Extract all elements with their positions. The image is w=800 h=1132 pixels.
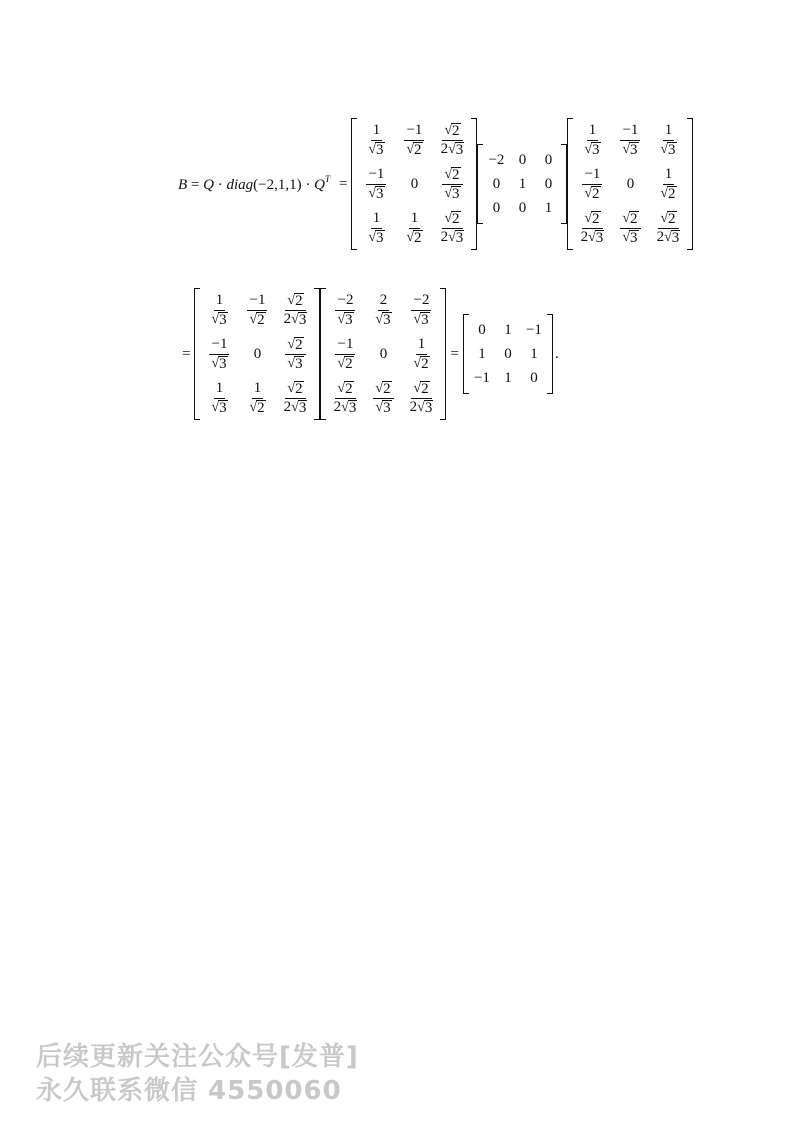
matrix-entry xyxy=(649,118,687,162)
fraction xyxy=(404,123,424,158)
matrix-entry xyxy=(433,118,471,162)
matrix-entry xyxy=(433,206,471,250)
matrix-entry xyxy=(326,332,364,376)
matrix-entry: 1 xyxy=(530,345,538,362)
denominator: 2 √ 3 xyxy=(440,141,464,158)
numerator: −1 xyxy=(335,337,355,355)
denominator: √ 3 xyxy=(211,355,227,372)
fraction xyxy=(332,381,360,416)
denominator: √ 3 xyxy=(584,141,600,158)
matrix-entry xyxy=(357,206,395,250)
denominator: √ 2 xyxy=(413,355,429,372)
matrix-row xyxy=(357,206,471,250)
numerator: 1 xyxy=(214,381,226,399)
denominator: √ 3 xyxy=(622,141,638,158)
matrix-row xyxy=(357,162,471,206)
fraction xyxy=(247,381,267,416)
denominator: √ 3 xyxy=(413,311,429,328)
matrix-row xyxy=(483,148,561,172)
matrix-entry xyxy=(200,376,238,420)
fraction xyxy=(439,211,467,246)
matrix-entry xyxy=(238,376,276,420)
fraction xyxy=(209,381,229,416)
matrix-q xyxy=(194,288,320,420)
numerator: 1 xyxy=(663,167,675,185)
matrix-entry xyxy=(238,288,276,332)
numerator: √ 2 xyxy=(285,293,305,311)
matrix-q xyxy=(351,118,477,250)
numerator: −2 xyxy=(335,293,355,311)
numerator: √ 2 xyxy=(442,167,462,185)
denominator: √ 3 xyxy=(211,311,227,328)
numerator: √ 2 xyxy=(411,381,431,399)
matrix-entry: 0 xyxy=(544,151,553,168)
matrix-row xyxy=(326,376,440,420)
numerator: −1 xyxy=(209,337,229,355)
numerator: 1 xyxy=(252,381,264,399)
matrix-row xyxy=(573,162,687,206)
matrix-row xyxy=(483,196,561,220)
matrix-row xyxy=(469,366,547,390)
numerator: √ 2 xyxy=(620,211,640,229)
matrix-entry: 1 xyxy=(504,321,512,338)
fraction xyxy=(335,337,355,372)
matrix-row xyxy=(200,332,314,376)
matrix-entry: 1 xyxy=(478,345,486,362)
numerator: −2 xyxy=(411,293,431,311)
matrix-entry xyxy=(364,376,402,420)
denominator: √ 3 xyxy=(337,311,353,328)
symbol-b: B xyxy=(178,177,188,193)
matrix-entry: 0 xyxy=(379,345,388,362)
numerator: 1 xyxy=(416,337,428,355)
equals-sign: = xyxy=(182,345,191,362)
matrix-entry xyxy=(402,376,440,420)
numerator: √ 2 xyxy=(285,381,305,399)
matrix-row xyxy=(469,342,547,366)
denominator: √ 2 xyxy=(406,141,422,158)
watermark-line-2: 永久联系微信 4550060 xyxy=(36,1076,342,1106)
numerator: √ 2 xyxy=(335,381,355,399)
matrix-diag-times-qt xyxy=(320,288,446,420)
denominator: √ 3 xyxy=(660,141,676,158)
denominator: √ 3 xyxy=(368,229,384,246)
equals-sign: = xyxy=(187,177,204,193)
matrix-row xyxy=(573,206,687,250)
matrix-entry: 0 xyxy=(492,199,501,216)
matrix-entry xyxy=(402,332,440,376)
matrix-entry: 0 xyxy=(504,345,512,362)
fraction xyxy=(655,211,683,246)
denominator: √ 3 xyxy=(622,229,638,246)
denominator: 2 √ 3 xyxy=(409,399,433,416)
matrix-row xyxy=(326,288,440,332)
matrix-entry xyxy=(326,376,364,420)
numerator: √ 2 xyxy=(658,211,678,229)
transpose-superscript: T xyxy=(324,174,330,184)
matrix-b-result xyxy=(463,314,553,394)
matrix-entry xyxy=(649,206,687,250)
fraction xyxy=(209,337,229,372)
fraction xyxy=(373,293,393,328)
diag-arguments: (−2,1,1) xyxy=(253,177,302,193)
denominator: √ 3 xyxy=(211,399,227,416)
matrix-entry xyxy=(573,162,611,206)
fraction xyxy=(658,123,678,158)
matrix-row xyxy=(469,318,547,342)
symbol-q: Q xyxy=(203,177,214,193)
matrix-grid xyxy=(326,288,440,420)
matrix-grid xyxy=(573,118,687,250)
matrix-row xyxy=(200,376,314,420)
numerator: 1 xyxy=(214,293,226,311)
matrix-entry xyxy=(276,332,314,376)
denominator: √ 3 xyxy=(375,311,391,328)
matrix-entry xyxy=(649,162,687,206)
fraction xyxy=(579,211,607,246)
fraction xyxy=(335,293,355,328)
matrix-entry: 0 xyxy=(518,151,527,168)
matrix-entry: 1 xyxy=(504,369,512,386)
matrix-grid xyxy=(357,118,471,250)
numerator: √ 2 xyxy=(582,211,602,229)
matrix-entry: 0 xyxy=(478,321,486,338)
fraction xyxy=(209,293,229,328)
matrix-entry xyxy=(573,118,611,162)
equation-lhs xyxy=(178,174,330,194)
matrix-entry xyxy=(395,206,433,250)
matrix-entry xyxy=(611,206,649,250)
fraction xyxy=(282,293,310,328)
matrix-row xyxy=(573,118,687,162)
matrix-entry xyxy=(402,288,440,332)
matrix-entry xyxy=(364,288,402,332)
fraction xyxy=(442,167,462,202)
matrix-entry xyxy=(276,288,314,332)
denominator: 2 √ 3 xyxy=(580,229,604,246)
numerator: −1 xyxy=(620,123,640,141)
denominator: √ 2 xyxy=(660,185,676,202)
symbol-q-transpose: Q xyxy=(314,177,325,193)
matrix-entry: 0 xyxy=(530,369,538,386)
fraction xyxy=(408,381,436,416)
numerator: −1 xyxy=(404,123,424,141)
matrix-row xyxy=(357,118,471,162)
equals-sign: = xyxy=(450,345,459,362)
matrix-entry: 1 xyxy=(544,199,553,216)
matrix-entry xyxy=(395,118,433,162)
numerator: √ 2 xyxy=(442,211,462,229)
matrix-q-transpose xyxy=(567,118,693,250)
matrix-entry: 0 xyxy=(492,175,501,192)
matrix-entry xyxy=(573,206,611,250)
matrix-entry: 0 xyxy=(518,199,527,216)
denominator: 2 √ 3 xyxy=(440,229,464,246)
fraction xyxy=(247,293,267,328)
equation-line-1 xyxy=(178,118,693,250)
denominator: 2 √ 3 xyxy=(656,229,680,246)
matrix-entry xyxy=(357,118,395,162)
denominator: √ 3 xyxy=(368,185,384,202)
symbol-diag: diag xyxy=(226,177,254,193)
matrix-entry: 0 xyxy=(410,175,419,192)
numerator: 2 xyxy=(378,293,390,311)
matrix-row xyxy=(200,288,314,332)
denominator: 2 √ 3 xyxy=(333,399,357,416)
fraction xyxy=(582,123,602,158)
period: . xyxy=(554,345,559,362)
numerator: 1 xyxy=(371,123,383,141)
matrix-grid xyxy=(483,148,561,220)
matrix-entry xyxy=(433,162,471,206)
dot-operator: · xyxy=(213,177,227,193)
numerator: 1 xyxy=(371,211,383,229)
equation-line-2 xyxy=(178,288,559,420)
matrix-entry xyxy=(326,288,364,332)
denominator: √ 3 xyxy=(375,399,391,416)
matrix-entry xyxy=(200,332,238,376)
denominator: √ 2 xyxy=(337,355,353,372)
numerator: 1 xyxy=(409,211,421,229)
matrix-entry xyxy=(357,162,395,206)
fraction xyxy=(411,293,431,328)
denominator: √ 2 xyxy=(249,399,265,416)
fraction xyxy=(285,337,305,372)
fraction xyxy=(620,211,640,246)
numerator: −1 xyxy=(582,167,602,185)
numerator: √ 2 xyxy=(442,123,462,141)
matrix-grid xyxy=(469,318,547,390)
fraction xyxy=(366,211,386,246)
numerator: 1 xyxy=(587,123,599,141)
equals-sign: = xyxy=(338,175,348,192)
denominator: √ 3 xyxy=(287,355,303,372)
fraction xyxy=(411,337,431,372)
matrix-diag xyxy=(477,144,567,224)
watermark-line-1: 后续更新关注公众号[发普] xyxy=(36,1042,359,1072)
denominator: 2 √ 3 xyxy=(283,311,307,328)
numerator: −1 xyxy=(366,167,386,185)
fraction xyxy=(366,167,386,202)
denominator: √ 2 xyxy=(406,229,422,246)
numerator: √ 2 xyxy=(373,381,393,399)
matrix-entry: −1 xyxy=(525,321,542,338)
fraction xyxy=(439,123,467,158)
fraction xyxy=(658,167,678,202)
denominator: √ 3 xyxy=(368,141,384,158)
matrix-entry: 0 xyxy=(544,175,553,192)
fraction xyxy=(282,381,310,416)
fraction xyxy=(404,211,424,246)
matrix-entry xyxy=(611,118,649,162)
fraction xyxy=(366,123,386,158)
matrix-entry: 0 xyxy=(626,175,635,192)
denominator: √ 3 xyxy=(444,185,460,202)
matrix-row xyxy=(326,332,440,376)
matrix-row xyxy=(483,172,561,196)
numerator: 1 xyxy=(663,123,675,141)
matrix-entry: 1 xyxy=(518,175,527,192)
fraction xyxy=(620,123,640,158)
denominator: √ 2 xyxy=(249,311,265,328)
matrix-entry xyxy=(200,288,238,332)
numerator: −1 xyxy=(247,293,267,311)
matrix-entry: −2 xyxy=(488,151,505,168)
fraction xyxy=(373,381,393,416)
matrix-grid xyxy=(200,288,314,420)
dot-operator: · xyxy=(301,177,315,193)
numerator: √ 2 xyxy=(285,337,305,355)
fraction xyxy=(582,167,602,202)
denominator: √ 2 xyxy=(584,185,600,202)
matrix-entry: −1 xyxy=(473,369,490,386)
matrix-entry: 0 xyxy=(253,345,262,362)
denominator: 2 √ 3 xyxy=(283,399,307,416)
matrix-entry xyxy=(276,376,314,420)
